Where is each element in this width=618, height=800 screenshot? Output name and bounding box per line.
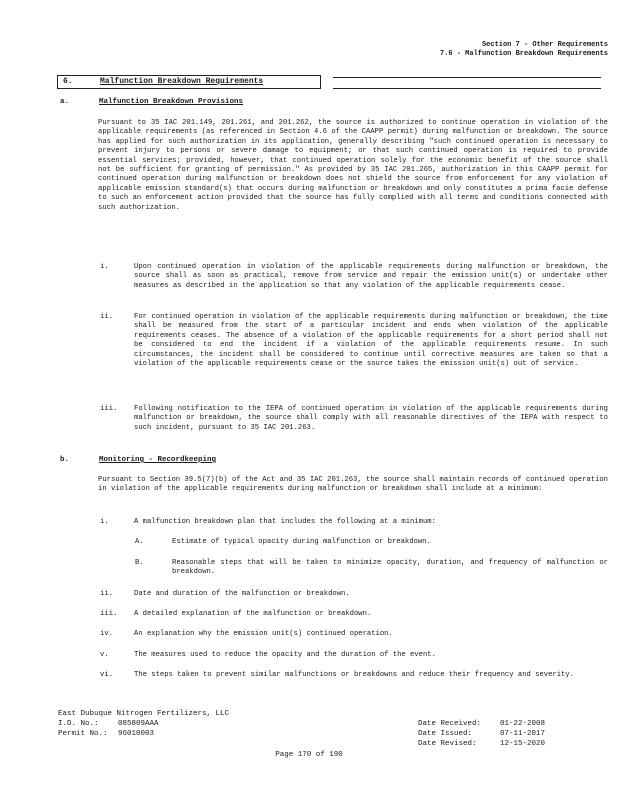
- sublist-marker: B.: [135, 559, 144, 567]
- footer-issued-label: Date Issued:: [418, 730, 473, 738]
- footer-permit-row: [58, 729, 229, 739]
- subsection-b-heading: [60, 455, 560, 465]
- subsection-b-title: Monitoring - Recordkeeping: [99, 456, 217, 464]
- footer-received-value: 01-22-2008: [500, 720, 546, 728]
- section-rule-top: [333, 77, 601, 78]
- page-number: Page 170 of 190: [275, 751, 343, 759]
- footer-id-row: [58, 719, 229, 729]
- list-marker: vi.: [100, 671, 113, 679]
- footer-revised-label: Date Revised:: [418, 740, 477, 748]
- list-marker: i.: [100, 263, 109, 271]
- subsection-a-title: Malfunction Breakdown Provisions: [99, 98, 244, 106]
- header-subsection-line: 7.6 - Malfunction Breakdown Requirements: [439, 50, 608, 58]
- subsection-b-intro: Pursuant to Section 39.5(7)(b) of the Act and 35 IAC 201.263, the source shall maintain records of continued operation in violation of the applicable requirements during malfunction or breakdown shall include at a minimum:: [98, 476, 608, 494]
- subsection-a-intro: Pursuant to 35 IAC 201.149, 201.261, and 201.262, the source is authorized to continue operation in violation of the applicable requirements (as referenced in Section 4.6 of the CAAPP permit) during malfunction or breakdown. The source has applied for such authorization in its application, generally describing "such continued operation is necessary to prevent injury to persons or severe damage to equipment; or that such continued operation is required to provide essential services; provided, however, that continued operation solely for the economic benefit of the source shall not be sufficient for granting of permission." As provided by 35 IAC 201.265, authorization in this CAAPP permit for continued operation during malfunction or breakdown does not shield the source from enforcement for any violation of applicable emission standard(s) that occurs during malfunction or breakdown and only constitutes a prima facie defense to such an enforcement action provided that the source has fully complied with all terms and conditions connected with such authorization.: [98, 119, 608, 212]
- footer-company: East Dubuque Nitrogen Fertilizers, LLC: [58, 710, 230, 718]
- list-marker: iii.: [100, 405, 118, 413]
- footer-permit-value: 96010003: [118, 730, 155, 738]
- footer-source-info: [58, 709, 229, 739]
- list-marker: v.: [100, 651, 109, 659]
- list-text: For continued operation in violation of the applicable requirements during malfunction or breakdown, the time shall be measured from the start of a particular incident and ends when violation of the applicable requirements ceases. The absence of a violation of the applicable requirements for a short period shall not be considered to end the incident if a violation of the applicable requirements resume. In such circumstances, the incident shall be considered to continue until corrective measures are taken so that a violation of the applicable requirements cease or the source takes the emission unit(s) out of service.: [134, 313, 608, 369]
- footer-permit-label: Permit No.:: [58, 730, 108, 738]
- list-marker: iv.: [100, 630, 113, 638]
- subsection-a-heading: [60, 97, 560, 107]
- list-marker: i.: [100, 518, 109, 526]
- footer-dates: [418, 719, 545, 749]
- list-text: The measures used to reduce the opacity and the duration of the event.: [134, 651, 436, 659]
- section-title: Malfunction Breakdown Requirements: [100, 77, 264, 86]
- footer-received-label: Date Received:: [418, 720, 482, 728]
- list-text: Upon continued operation in violation of the applicable requirements during malfunction or breakdown, the source shall as soon as practical, remove from service and repair the emission unit(s) or undertake other measures as described in the application so that any violation of the applicable requirements cease.: [134, 263, 608, 290]
- footer-issued-value: 07-11-2017: [500, 730, 546, 738]
- footer-revised-row: [418, 739, 545, 749]
- list-text: A malfunction breakdown plan that includes the following at a minimum:: [134, 518, 436, 526]
- footer-id-value: 085809AAA: [118, 720, 159, 728]
- list-item-b-i: [100, 518, 608, 528]
- running-header: [440, 41, 608, 59]
- footer-issued-row: [418, 729, 545, 739]
- section-rule-bottom: [333, 88, 601, 89]
- list-marker: ii.: [100, 313, 113, 321]
- subsection-a-letter: a.: [60, 98, 70, 106]
- subsection-b-letter: b.: [60, 456, 70, 464]
- list-text: The steps taken to prevent similar malfunctions or breakdowns and reduce their frequency and severity.: [134, 671, 574, 679]
- list-text: Following notification to the IEPA of continued operation in violation of the applicable requirements during malfunction or breakdown, the source shall comply with all reasonable directives of the IEPA with respect to such incident, pursuant to 35 IAC 201.263.: [134, 405, 608, 432]
- section-heading-box: [57, 75, 321, 89]
- footer-received-row: [418, 719, 545, 729]
- list-text: A detailed explanation of the malfunction or breakdown.: [134, 610, 372, 618]
- sublist-text: Estimate of typical opacity during malfunction or breakdown.: [172, 538, 431, 546]
- list-marker: iii.: [100, 610, 118, 618]
- footer-id-label: I.D. No.:: [58, 720, 99, 728]
- sublist-marker: A.: [135, 538, 144, 546]
- list-text: Date and duration of the malfunction or breakdown.: [134, 590, 350, 598]
- list-text: An explanation why the emission unit(s) continued operation.: [134, 630, 393, 638]
- sublist-text: Reasonable steps that will be taken to minimize opacity, duration, and frequency of malfunction or breakdown.: [172, 559, 608, 577]
- section-number: 6.: [63, 77, 73, 86]
- header-section-line: Section 7 - Other Requirements: [481, 41, 608, 49]
- list-marker: ii.: [100, 590, 113, 598]
- footer-revised-value: 12-15-2020: [500, 740, 546, 748]
